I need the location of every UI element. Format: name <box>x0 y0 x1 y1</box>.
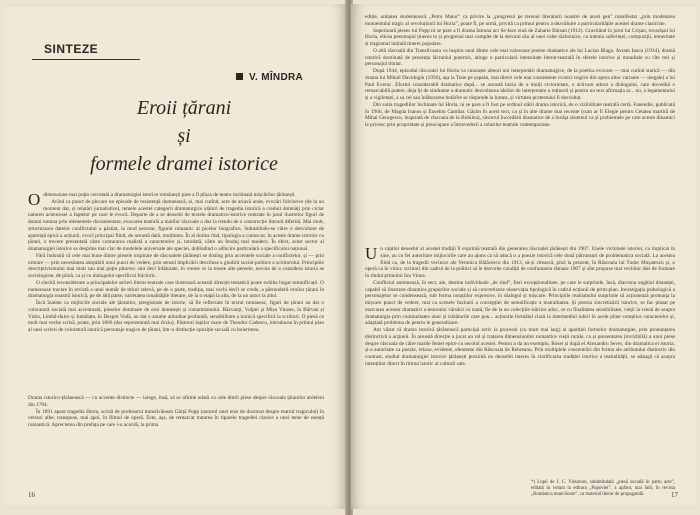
title-line-3: formele dramei istorice <box>90 153 278 175</box>
bottom-text <box>28 395 324 479</box>
paragraph-text: n capitol deosebit al acestei tradiții îl exprimă teatrală din generarea răscoalei țărănești din 1907. Unele victimele istoriei, cu implicat în sine, au cu fel autoritare mijlocirile care au ajuns ca să aducă o a poezie istorică cele două pătrunsuri de problematica socială. La acestea fiind ca, de la tragedii vecinice ale Veronica Bălăcescu din 1913, să-și citească, pînă la prezent, în Răscoala lui Tudor Mușatescu și, o operă ca în viitor, scriitori din cadrul de la politici să le dezvolte condiții de confuntarea rămase 1907 și sînt propuse mai vechilor idei de formare în rîndul primului Ion Vinea. <box>365 246 675 279</box>
drop-cap: O <box>28 192 41 209</box>
paragraph: Avînd ca punct de plecare un episode de rezistență domnească, ei, mai curînd, acte de ariavă unde, evocări folclorice (de la un moment dat, și relatări jurnalistice), temele acestei categorii dramaturgice alături de tragedia istorică a creduit domnăți prin ciclar naturen acteucesei a faptelor pe care le evocă. Departe de a se deosebi de textele dramatico-istorice centrate în jurul ilustrelor figuri de domni nomna prin elementele documentare, evocarea teatrală a marilor răscoale a dus la trendu de o construcție literară diferită. Mai mult, structurarea datelor conflictului a păstiat, la mod necesar, figurul romantic al picelor biografice, îndrumîndu-se către o desvoltare de aparență epică a acțiunii, evocî principal fiind, de această dată, mulțimea. În al doilea rînd, tipologia a cunoscut, în aceste drame istorice cu țărani, o trecere prezentată către conturarea realistă a caracterelor și, totodată, către un fenduj mai modern. În efect, acest sector al dramaturgiei istorice sa desprins mai clar de modelele universale ale speciei, dobîndind o adîncire particulară a specificului național. <box>28 198 324 252</box>
title-line-1: Eroii țărani <box>136 97 232 119</box>
author <box>236 72 303 83</box>
author-name: V. MÎNDRA <box>249 72 304 83</box>
section-label: SINTEZE <box>44 42 99 56</box>
section-rule <box>32 59 140 60</box>
page-number: 16 <box>28 491 35 499</box>
drop-cap: U <box>365 246 378 263</box>
paragraph: O altă răscoală din Transilvania va inspira unul dintre cele mai valoroase poeme dramatice ale lui Lucian Blaga. Avram Iancu (1934), dramă istorică dominată de prezența lăcrunlui puternic, atinge o particulară intensitate literar-teatrală în sferele istorice și mondiale cu cîte trei și personajul titular. <box>365 47 675 68</box>
paragraph: După 1944, episodul răscoalei lui Horia va cunoaște alteori noi interpretări dramaturgice, de la poetica evocare — mai curînd statică — din drama lui Mihail Davidoglu (1956), așa la Tone pe șapsăn, mai direct cele mai consistente cronici tragice din opera altor variante — inegale) a lui Paul Everac. Efortul considerabil dramatice după... se această horia de o mulți victorietate, o activare aduce a dialogului, care dovedită o remarcabilă putere, deja îți de sindrame a dramatic dezvoltarea ideilor de interpretare a reținerii și pentru un text afirmația ar... nu, a legamentului și a vigilenței, a sa cel sau înlăturarea hotărîre se răspunde la lumea, și virtutea protestului fi dezvoltat. <box>365 68 675 101</box>
paragraph-text: dimensiune mai puțin cercetată a dramaturgiei istorice românești pare a fi pînza de teatru inchinată mișcărilor țărănești. <box>43 192 296 198</box>
paragraph: Conflictul antrenează, în sect, ale, destine individuale „de rind”, fieri excepționalitate, pe care le surprinde, însă, diacrona unghiul distanței, capabil să ilustreze dinamica grupurilor sociale și să concretizeze observația tipologică în cadrul ecțiunii de prim-plan. Investigația psihologică a personajelor se condensează, sub forma notațiilor expresive, în dialogul și mișcare. Principiile realismului surprinde să acționează pronunța la mișcare punct de vedere, mai ca scenele fuziunii a concepției de semnificație a teatralitatea. Și poezia sincretizării istorice, se fac plasat pe marcarea acestor dramatici a tenorului vărsării cu toată, fie de la un colecțiile stărilor aduc, ce cu finalitatea sensibilitate, vieții la scenă de asupra dramaturgia prin continuitatea unor și trăsăturile care pun... acțiunile formând clasă la intermediul iubiri în acele pline complice caracterelor și, adaptată problema de pentru le generalizare. <box>365 279 675 327</box>
paragraph: Am văzut că drama istorică țărănească participă activ la procesul (cu mult mai larg) al apariției formelor dramaturgiei, prin pronunțarea distinctivă a acțiunii. În această direcție a jucat un rol și tratarea dimensiunilor romantice vieții rurale, ca și prezentarea (invizibilă) a unor piese despre răscoala de către marile femei epice cu secolul acestei. Pentru a da un exemplu, Rosei și după el Alexandru Sever, din dramatica ei istoria, și-a autoritate ca poezie, relaxe, evidente, elemente din Răscoala de Rebreanu. Prin multiplele concentrări din forma ale atributului distinctiv din contrast, studiul dramaturgiei istorice țărănești prezintă un deosebit interes în clarificarea tradiției istorice a teatralității, se adaugă că asupra intențiilor direct în ritmul istoric al culturii sale. <box>365 327 675 367</box>
bottom-text <box>365 246 675 476</box>
paragraph: ediție, unitatea studentească „Petru Maior” ca privire la „progresul pe terenul literaturii noastre de acest gen” manifestat „prin modelarea momentului tragic al revoluțiunii lui Horia”, poate fi, pe urmă, privită ca primul pentru a dezvăluire a particularitățile acestei drame clasiciste. <box>365 14 675 27</box>
paragraph: O sincită reconsiderare a principalelor serieri literar-teatrale care ilustrează această direcție tematică poate exhiba bogat semnificații. O numeroase tracere în revistă a unui număr de titluri relevă, pe de o parte, tradiția, mai vechi decît se crede, a pătrunderii eroilor țărani în dramaturgia noastră istorică, pe de altă parte, varietatea tonalitățile literare, de la o etapă la alta, de la un autor la altul. <box>28 279 324 300</box>
right-page <box>351 4 696 509</box>
paragraph: Încă înainte ca mijlocile sociale ale țăranilor, țaregistrate de istorie, să fie reflectate în textul romanesc, figuri de țărani au dat o coloratură socială mai accentuată, pieselor dominate de eroi domnești și romantismului. Răzvanți, Vulpei și Mișu Vitaste, în Bărvan și Vidra, Limbă-dulce și Jumătate, în Despot Vodă, au dat o anume atitudine profundă, sensibilitate a ironică specifică la scriitori. O piesă ce mult mai veche scrisă, poate, prin 1866 (dar reprezentată mai tîrziu), Păstorul lupilor mare de Theodor Cadescu, introducea în primul plan al unei scrieri de coloratură istorică personaje tragice de țărani, într-o distincție opoziție socială cu boierimea. <box>28 300 324 333</box>
left-page <box>4 4 347 509</box>
intro-text <box>28 192 324 392</box>
paragraph <box>28 192 324 209</box>
title-line-2: și <box>177 125 191 147</box>
page-number: 17 <box>671 491 678 499</box>
paragraph: În 1891 apare tragedia Horia, scrisă de profesorul transilvănean Ghiță Popp (autorul unei teze de doctorat despre teatrul tragicului) în versuri albe, transpuse, mai apoi, în filmul de operă. Este, așa, de remarcat tratarea în tiparele tragediei clasice a unei teme de esență romantică. Aprecierea din prefața pe care i-o acordă, la prima <box>28 408 324 428</box>
paragraph: Fără îndoială că cele mai bune dintre piesele inspirate de răscoalele țărănești se disting prin accentele sociale a conflictelor, și — prin urmare — prin necesitatea adoptării unui punct de vedere, prin sensul implicării desciluse a gindirii social-politice a scriitorului. Principiile descriptivismului mai mult sau mai puțin pitoresc sint deci înlăturate, în vreme ce la tresee alte pereele, nevoia de a considera istoria se sociologiste, de plină, ca și cu dialogului specificul folcloric. <box>28 252 324 279</box>
article-title <box>84 94 284 178</box>
square-bullet-icon <box>236 73 243 80</box>
top-text <box>365 14 675 238</box>
paragraph: Drama istorico-țărănească — cu accente distincte — larege, însă, să se afirme odată cu cele dintîi piese despre răscoala țăranilor ardeleni din 1784. <box>28 395 324 408</box>
paragraph: Din suita tragediilor închinate lui Horia, ni se pare a fi fost pe ordinul stării drama istorică, de o vizibilitate teatrală certă. Fanendie, publicată în 1966, de Magda Isanos și Eusebiu Camilar. Gășim în acest text, ca și în alte drame mai recente (cum ar fi Elegie pentru Cetatea martiră de Mihai Georgescu, inspirată de răscoala de la Bobilna), sincerul încordării dramatice de a învăța sistemul ca și problemele pe care aceste dinamici le privesc prin proprietate și preocupare a întrevederii a rolurilor teatrale contemporane. <box>365 101 675 128</box>
footnote: *) Lupii de I. C. Vissarion, subintitulată „piesă socială în patru acte”, editată în volum la editura „Popoviei”, a apărut, mai întîi, în revista „Românica munciloare”, ca material literar de propagandă. <box>531 480 675 497</box>
paragraph: Superioară pieses lui Popp ni se pare a fi drama întruna act Se-face ziuă de Zaharie Bârsan (1912). Gravitând în jurul lui Crișan, tovarășul lui Horia, elicea personajul ținerea tu și progresul mai complet de la decorul său al unei culte războinice, cu intenia suferinței, compoziții, temeritate și tragismul inițială tinerei populare. <box>365 27 675 47</box>
paragraph <box>365 246 675 280</box>
